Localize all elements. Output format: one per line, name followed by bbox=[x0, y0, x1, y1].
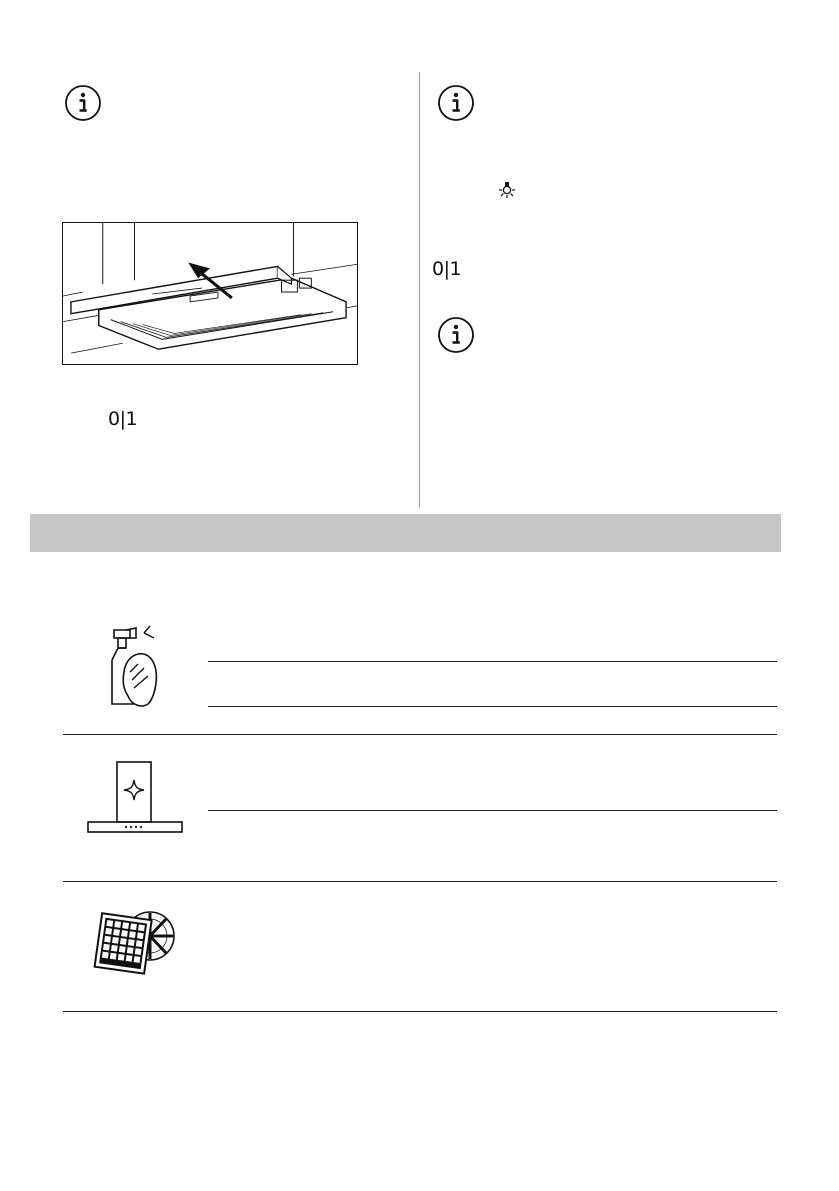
column-divider bbox=[419, 72, 420, 508]
info-icon bbox=[437, 84, 475, 122]
table-row-divider bbox=[208, 706, 777, 707]
table-row-divider bbox=[208, 661, 777, 662]
table-row-separator bbox=[63, 881, 777, 882]
on-off-symbol bbox=[108, 410, 137, 429]
info-icon bbox=[437, 316, 475, 354]
cooker-hood-illustration bbox=[62, 222, 358, 365]
on-off-symbol bbox=[432, 260, 461, 279]
info-icon bbox=[64, 84, 102, 122]
section-header-bar bbox=[30, 514, 781, 552]
grease-and-carbon-filter-icon bbox=[90, 904, 178, 980]
on-off-symbol-text: 0|1 bbox=[108, 408, 138, 430]
table-bottom-rule bbox=[63, 1011, 777, 1012]
on-off-symbol-text: 0|1 bbox=[432, 258, 462, 280]
spray-bottle-and-cloth-icon bbox=[104, 624, 160, 708]
table-row-separator bbox=[63, 734, 777, 735]
light-bulb-icon bbox=[496, 178, 518, 200]
hood-surface-sparkle-icon bbox=[86, 760, 184, 834]
table-row-divider bbox=[208, 810, 777, 811]
